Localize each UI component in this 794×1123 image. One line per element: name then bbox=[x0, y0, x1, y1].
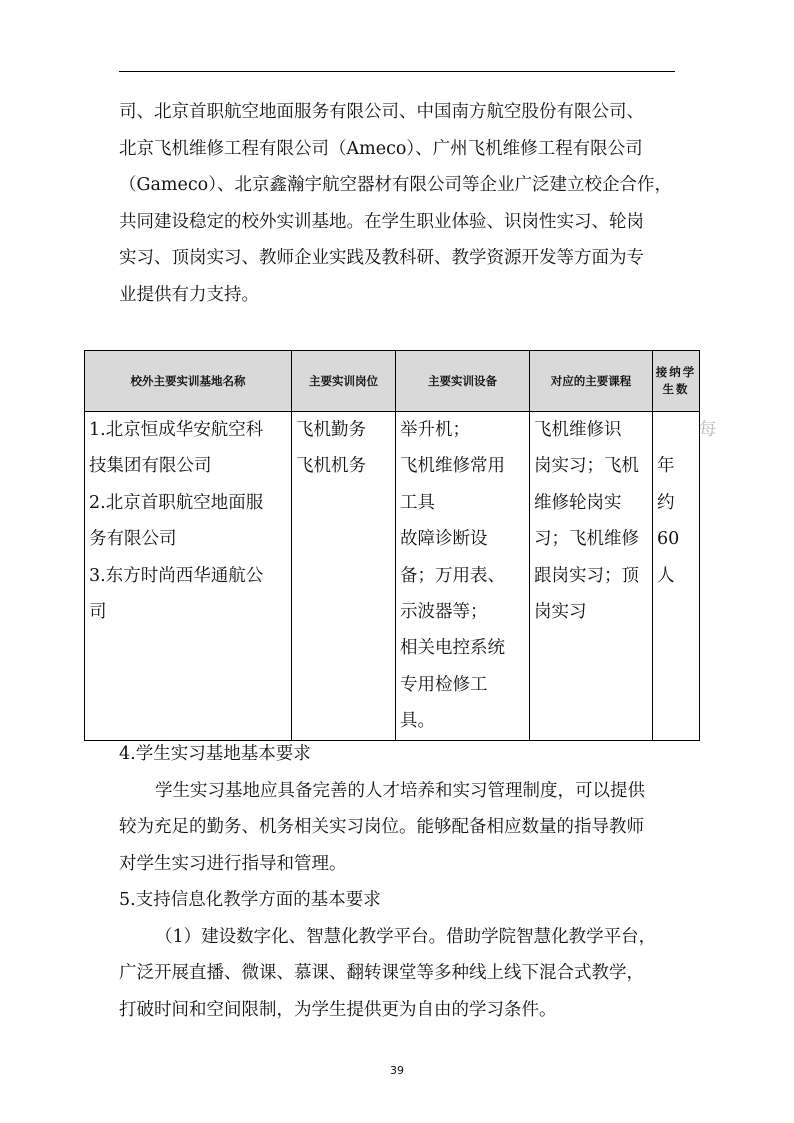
cell-courses bbox=[530, 412, 653, 741]
cell-line: 工具 bbox=[400, 492, 435, 513]
cell-line: 年 bbox=[657, 456, 675, 477]
header-post: 主要实训岗位 bbox=[292, 351, 396, 412]
cell-equipment bbox=[396, 412, 530, 741]
section-line: 广泛开展直播、微课、慕课、翻转课堂等多种线上线下混合式教学， bbox=[119, 963, 644, 983]
header-course: 对应的主要课程 bbox=[530, 351, 653, 412]
cell-line: 飞机勤务 bbox=[296, 420, 366, 440]
cell-line: 岗实习；飞机 bbox=[534, 456, 639, 477]
training-base-table bbox=[84, 350, 717, 741]
cell-base-names bbox=[85, 412, 292, 741]
cell-line: 备；万用表、 bbox=[400, 565, 505, 586]
cell-posts bbox=[292, 412, 396, 741]
intro-line: （Gameco）、北京鑫瀚宇航空器材有限公司等企业广泛建立校企合作， bbox=[119, 175, 672, 195]
cell-line: 人 bbox=[657, 565, 675, 586]
section-5 bbox=[119, 882, 679, 1028]
cell-line: 约 bbox=[657, 492, 675, 513]
cell-line: 专用检修工 bbox=[400, 674, 488, 695]
cell-line: 习；飞机维修 bbox=[534, 529, 639, 550]
cell-line: 相关电控系统 bbox=[400, 638, 505, 659]
cell-capacity bbox=[653, 412, 717, 741]
cell-line: 故障诊断设 bbox=[400, 529, 488, 550]
header-rule bbox=[119, 71, 675, 72]
intro-line: 业提供有力支持。 bbox=[119, 284, 259, 305]
section-line: （1）建设数字化、智慧化教学平台。借助学院智慧化教学平台， bbox=[155, 926, 657, 947]
cell-line: 飞机机务 bbox=[296, 456, 366, 477]
cell-line: 示波器等； bbox=[400, 602, 488, 623]
cell-line: 60 bbox=[657, 529, 680, 550]
cell-line: 具。 bbox=[400, 711, 435, 732]
cell-line: 岗实习 bbox=[534, 602, 587, 623]
page-number: 39 bbox=[390, 1064, 404, 1077]
cell-line: 跟岗实习；顶 bbox=[534, 565, 639, 586]
cell-line: 司 bbox=[89, 602, 107, 623]
table-row bbox=[85, 412, 700, 741]
section-line: 较为充足的勤务、机务相关实习岗位。能够配备相应数量的指导教师 bbox=[119, 817, 644, 837]
intro-line: 实习、顶岗实习、教师企业实践及教科研、教学资源开发等方面为专 bbox=[119, 248, 644, 268]
section-line: 学生实习基地应具备完善的人才培养和实习管理制度，可以提供 bbox=[155, 780, 645, 801]
intro-line: 北京飞机维修工程有限公司（Ameco）、广州飞机维修工程有限公司 bbox=[119, 138, 643, 159]
section-4 bbox=[119, 736, 679, 882]
section-line: 打破时间和空间限制，为学生提供更为自由的学习条件。 bbox=[119, 999, 557, 1020]
cell-line: 飞机维修识 bbox=[534, 420, 622, 440]
cell-line bbox=[657, 412, 695, 448]
cell-line: 飞机维修常用 bbox=[400, 456, 505, 477]
header-equipment: 主要实训设备 bbox=[396, 351, 530, 412]
header-capacity: 接纳学生数 bbox=[653, 351, 700, 412]
cell-line: 务有限公司 bbox=[89, 529, 177, 550]
intro-line: 共同建设稳定的校外实训基地。在学生职业体验、识岗性实习、轮岗 bbox=[119, 211, 644, 232]
intro-paragraph bbox=[119, 94, 679, 313]
cell-line: 维修轮岗实 bbox=[534, 492, 622, 513]
cell-line: 1.北京恒成华安航空科 bbox=[89, 420, 264, 440]
cell-line: 3.东方时尚西华通航公 bbox=[89, 565, 264, 586]
section-heading: 4.学生实习基地基本要求 bbox=[119, 744, 311, 764]
table-header-row bbox=[85, 351, 700, 412]
section-heading: 5.支持信息化教学方面的基本要求 bbox=[119, 890, 381, 910]
header-base-name: 校外主要实训基地名称 bbox=[85, 351, 292, 412]
cell-line: 举升机； bbox=[400, 420, 470, 440]
overflow-glyph: 每 bbox=[699, 420, 717, 440]
cell-line: 技集团有限公司 bbox=[89, 456, 212, 477]
section-line: 对学生实习进行指导和管理。 bbox=[119, 853, 347, 874]
cell-line: 2.北京首职航空地面服 bbox=[89, 492, 264, 513]
intro-line: 司、北京首职航空地面服务有限公司、中国南方航空股份有限公司、 bbox=[119, 102, 644, 122]
